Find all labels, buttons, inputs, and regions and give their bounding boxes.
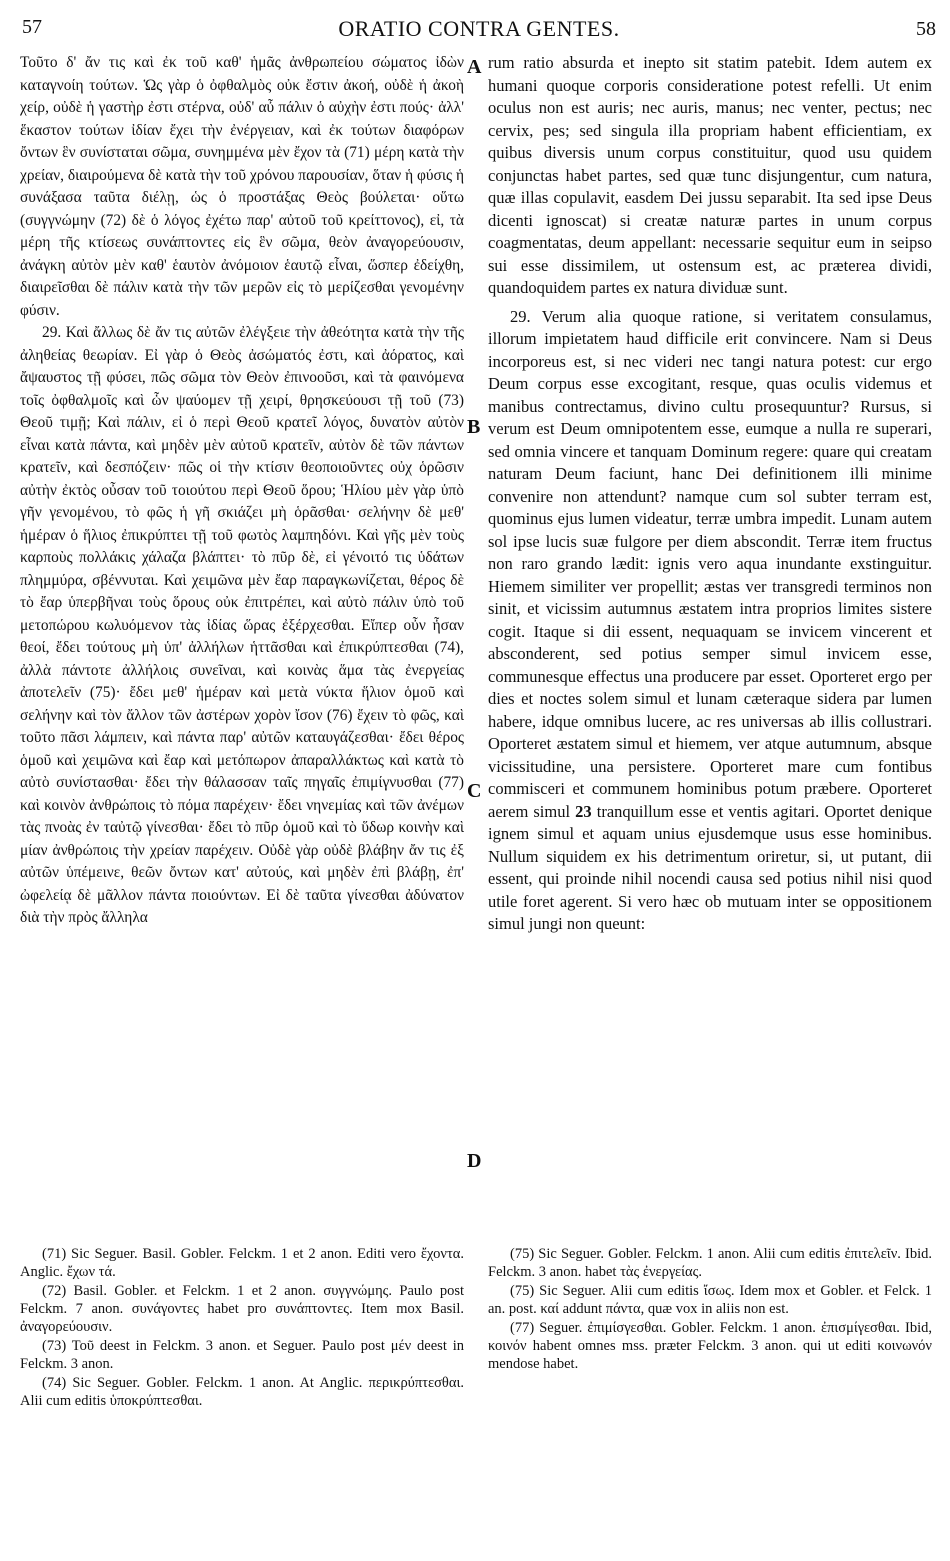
page-number-right: 58 [916,18,936,40]
latin-paragraph-1: rum ratio absurda et inepto sit statim patebit. Idem autem ex humani quoque corporis consideratione potest refelli. Ut enim oculus non est auris; nec auris, manus; nec venter, pectus; nec cervix, pes; sed singula illa propriam habent efficientiam, ex quibus diversis unum corpus constituitur, quod usu quidem conjunctas habet partes, sed quæ tunc disjungentur, cum natura, quæ illas copulavit, easdem Dei jussu separabit. Ita sed ipse Deus dicenti ignoscat) si creatæ naturæ partes in unum corpus coagmentatas, deum appellant: necessarie sequitur eum in seipso sui esse dissimilem, ut ostensum est, ac præterea dividi, quandoquidem partes ex natura dividuæ sunt. [488,53,932,297]
margin-letter-b: B [467,416,481,438]
footnotes-right [488,1245,932,1374]
footnote-71: (71) Sic Seguer. Basil. Gobler. Felckm. 1 et 2 anon. Editi vero ἔχοντα. Anglic. ἔχων τά. [20,1246,464,1280]
margin-letter-d: D [467,1150,482,1172]
page-number-left: 57 [22,16,42,38]
footnote-75: (75) Sic Seguer. Gobler. Felckm. 1 anon. Alii cum editis ἐπιτελεῖν. Ibid. Felckm. 3 anon. habet τὰς ἐνεργείας. [488,1246,932,1280]
running-title: ORATIO CONTRA GENTES. [338,16,620,41]
column-number: 23 [575,801,592,821]
footnote-73: (73) Τοῦ deest in Felckm. 3 anon. et Seguer. Paulo post μέν deest in Felckm. 3 anon. [20,1338,464,1372]
footnote-72: (72) Basil. Gobler. et Felckm. 1 et 2 anon. συγγνώμης. Paulo post Felckm. 7 anon. συνάγοντες habet pro συνάπτοντες. Item mox Basil. ἀναγορεύουσιν. [20,1283,464,1335]
footnote-77: (77) Seguer. ἐπιμίσγεσθαι. Gobler. Felckm. 1 anon. ἐπισμίγεσθαι. Ibid, κοινόν habent omnes mss. præter Felckm. 3 anon. qui ut editi κοινωνόν mendose habet. [488,1320,932,1372]
latin-paragraph-29b: tranquillum esse et ventis agitari. Oportet denique ignem simul et aquam unius ejusdemque usus esse hominibus. Nullum siquidem ex his detrimentum oriretur, si, ut putant, dii essent, qui proinde nihil nocendi causa sed potius nihil nisi quod utile foret agerent. Si vero hæc ob mutuam inter se oppositionem simul jungi non queunt: [488,801,933,933]
latin-column [488,52,932,936]
latin-paragraph-29 [488,306,932,936]
greek-paragraph-29: 29. Καὶ ἄλλως δὲ ἄν τις αὐτῶν ἐλέγξειε τὴν ἀθεότητα κατὰ τὴν τῆς ἀληθείας θεωρίαν. Εἰ γὰρ ὁ Θεὸς ἀσώματός ἐστι, καὶ ἀόρατος, καὶ ἄψαυστος τῇ φύσει, πῶς σῶμα τὸν Θεὸν ἐπινοοῦσι, καὶ τὰ φαινόμενα τοῖς ὀφθαλμοῖς καὶ ὧν ψαύομεν τῇ χειρί, θρησκεύουσι τῇ τοῦ (73) Θεοῦ τιμῇ; Καὶ πάλιν, εἰ ὁ περὶ Θεοῦ κρατεῖ λόγος, δυνατὸν αὐτὸν εἶναι κατὰ πάντα, καὶ μηδὲν μὲν αὐτοῦ κρατεῖν, αὐτὸν δὲ τῶν πάντων κρατεῖν, καὶ δεσπόζειν· πῶς οἱ τὴν κτίσιν θεοποιοῦντες οὐχ ὁρῶσιν αὐτὴν ἐκτὸς οὖσαν τοῦ τοιούτου περὶ Θεοῦ ὅρου; Ἡλίου μὲν γὰρ ὑπὸ γῆν γενομένου, τὸ φῶς ἡ γῆ σκιάζει μὴ ὁρᾶσθαι· σελήνην δὲ μεθ' ἡμέραν ὁ ἥλιος ἐπικρύπτει τῇ τοῦ φωτὸς λαμπηδόνι. Καὶ γῆς μὲν τοὺς καρποὺς πολλάκις χάλαζα βλάπτει· τὸ πῦρ δὲ, εἰ γένοιτό τις ὑδάτων πλημμύρα, σβέννυται. Καὶ χειμῶνα μὲν ἔαρ παραγκωνίζεται, θέρος δὲ τὸ ἔαρ ὑπερβῆναι τοὺς ὅρους οὐκ ἐπιτρέπει, καὶ αὐτὸ πάλιν ὑπὸ τοῦ μετοπώρου κωλυόμενον τὰς ἰδίας ὥρας ἐξέρχεσθαι. Εἴπερ οὖν ἦσαν θεοί, ἔδει τούτους μὴ ὑπ' ἀλλήλων ἡττᾶσθαι καὶ ἐπικρύπτεσθαι (74), ἀλλὰ πάντοτε ἀλλήλοις συνεῖναι, καὶ κοινὰς ἅμα τὰς ἐνεργείας ἀποτελεῖν (75)· ἔδει μεθ' ἡμέραν καὶ μετὰ νύκτα ἥλιον ὁμοῦ καὶ σελήνην καὶ τὸν ἄλλον τῶν ἀστέρων χορὸν ἴσον (76) ἔχειν τὸ φῶς, καὶ τοῦτο πᾶσι λάμπειν, καὶ πάντα παρ' αὐτῶν καταυγάζεσθαι· ἔδει θέρος ὁμοῦ καὶ χειμῶνα καὶ ἔαρ καὶ μετόπωρον ἀπαραλλάκτως καὶ κατὰ τὸ αὐτὸ συνίστασθαι· ἔδει τὴν θάλασσαν ταῖς πηγαῖς ἐπιμίγνυσθαι (77) καὶ κοινὸν ἀνθρώποις τὸ πόμα παρέχειν· ἔδει νηνεμίας καὶ τῶν ἀνέμων τὰς πνοὰς ἐν ταὐτῷ γίνεσθαι· ἔδει τὸ πῦρ ὁμοῦ καὶ τὸ ὕδωρ κοινὴν καὶ μίαν ἀνθρώποις τὴν χρείαν παρέχειν. Οὐδὲ γὰρ οὐδὲ βλάβην ἄν τις ἐξ αὐτῶν ὑπέμεινε, θεῶν ὄντων κατ' αὐτούς, καὶ μηδὲν ἐπὶ βλάβῃ, ἐπ' ὠφελείᾳ δὲ μᾶλλον πάντα ποιούντων. Εἰ δὲ ταῦτα γίνεσθαι ἀδύνατον διὰ τὴν πρὸς ἄλληλα [20,324,464,926]
footnotes-left [20,1245,464,1411]
footnote-74: (74) Sic Seguer. Gobler. Felckm. 1 anon. At Anglic. περικρύπτεσθαι. Alii cum editis ὑποκρύπτεσθαι. [20,1375,464,1409]
greek-column [20,52,464,930]
latin-paragraph-29a: 29. Verum alia quoque ratione, si veritatem consulamus, illorum impietatem haud difficile erit convincere. Nam si Deus incorporeus est, si nec videri nec tangi natura potest: cur ergo Deum corpus esse excogitant, resque, quas oculis videmus et manibus contrectamus, divino cultu prosequuntur? Rursus, si verum est Deum omnipotentem esse, eumque a nulla re superari, sed omnia vincere et tanquam Dominum regere: quare qui creatam naturam Deum faciunt, hanc Dei definitionem illi minime convenire non attendunt? namque cum sol subter terram est, quominus ejus lumen videatur, terræ umbra impedit. Lunam autem sol ipse lucis suæ fulgore per diem abscondit. Terræ item fructus non raro grando lædit: ignis vero aqua inundante exstinguitur. Hiemem similiter ver propellit; æstas ver transgredi terminos non sinit, et vicissim autumnus æstatem intra proprios limites sistere cogit. Itaque si dii essent, nequaquam se invicem vincerent et absconderent, sed potius semper simul invicem esse, communesque effectus una producere par esset. Oporteret ergo per dies et noctes solem simul et lunam cæteraque sidera par lumen habere, idque omnibus lucere, ac res universas ab illis collustrari. Oporteret æstatem simul et hiemem, ver atque autumnum, absque vicissitudine, una persistere. Oporteret mare cum fontibus commisceri et communem hominibus potum præbere. Oporteret aerem simul [488,306,932,821]
margin-letter-a: A [467,56,482,78]
page-header [22,14,936,42]
footnote-76: (75) Sic Seguer. Alii cum editis ἴσως. Idem mox et Gobler. et Felck. 1 an. post. καί addunt πάντα, quæ vox in aliis non est. [488,1283,932,1317]
margin-letter-c: C [467,780,482,802]
greek-paragraph-1: Τοῦτο δ' ἄν τις καὶ ἐκ τοῦ καθ' ἡμᾶς ἀνθρωπείου σώματος ἰδὼν καταγνοίη τούτων. Ὡς γὰρ ὁ ὀφθαλμὸς οὐκ ἔστιν ἀκοή, οὐδὲ ἡ ἀκοὴ χείρ, οὐδὲ ἡ γαστὴρ ἐστι στέρνα, οὐδ' αὖ πάλιν ὁ αὐχὴν ἐστι πούς· ἀλλ' ἕκαστον τούτων ἰδίαν ἔχει τὴν ἐνέργειαν, καὶ ἐκ τούτων διαφόρων ὄντων ἓν συνίσταται σῶμα, συνημμένα μὲν ἔχον τὰ (71) μέρη κατὰ τὴν χρείαν, διαιρούμενα δὲ κατὰ τὴν τοῦ χρόνου παρουσίαν, ὅταν ἡ φύσις ἡ συνάξασα ταῦτα διέλῃ, ὡς ὁ προστάξας Θεὸς βούλεται· οὕτω (συγγνώμην (72) δὲ ὁ λόγος ἐχέτω παρ' αὐτοῦ τοῦ κρείττονος), εἰ, τὰ μέρη τῆς κτίσεως συνάπτοντες εἰς ἓν σῶμα, θεὸν ἀναγορεύουσιν, ἀνάγκη αὐτὸν μὲν καθ' ἑαυτὸν ἀνόμοιον ἑαυτῷ εἶναι, ὥσπερ ἐδείχθη, διαιρεῖσθαι δὲ πάλιν κατὰ τὴν τῶν μερῶν εἰς τὸ μερίζεσθαι γενομένην φύσιν. [20,54,464,319]
